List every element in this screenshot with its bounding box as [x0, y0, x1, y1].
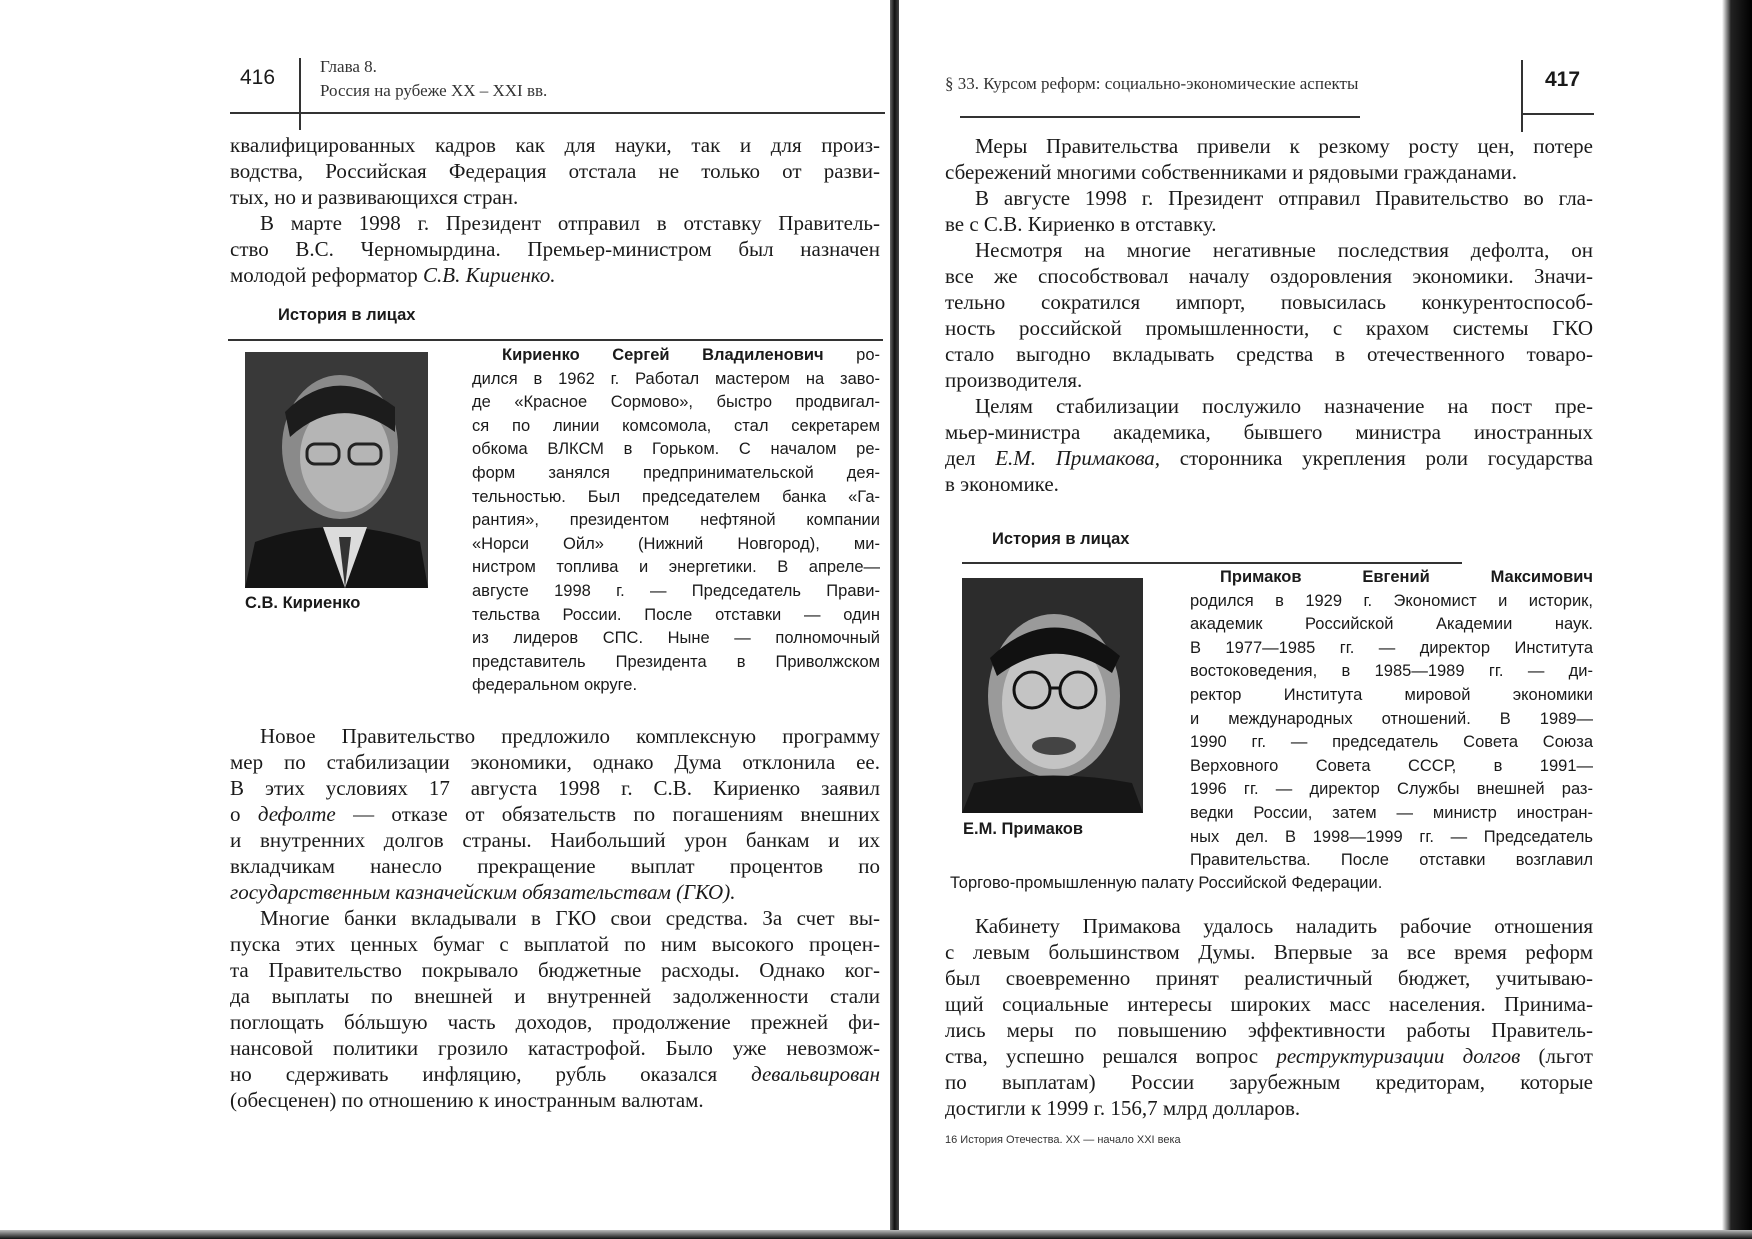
text-line: [230, 775, 880, 801]
text-line: [1190, 849, 1593, 873]
text-line: [472, 651, 880, 675]
text-line: [472, 344, 880, 368]
page-number: 417: [1545, 68, 1581, 91]
text: Новое Правительство предложило комплексную программу: [260, 724, 880, 748]
text-line: [472, 604, 880, 628]
text: Целям стабилизации послужило назначение на пост пре-: [975, 394, 1593, 418]
text: был своевременно принят реалистичный бюджет, учитываю-: [945, 966, 1593, 990]
text-line: [945, 263, 1593, 289]
text-line: [1190, 778, 1593, 802]
text-line: [1190, 826, 1593, 850]
biography-box: [1190, 566, 1593, 873]
text-line: [1190, 660, 1593, 684]
text: мер по стабилизации экономики, однако Дума отклонила ее.: [230, 750, 880, 774]
text-line: [1190, 613, 1593, 637]
text: рантия», президентом нефтяной компании: [472, 511, 880, 530]
text: водства, Российская Федерация отстала не только от разви-: [230, 159, 880, 183]
text: ство В.С. Черномырдина. Премьер-министром был назначен: [230, 237, 880, 261]
paragraph: [472, 344, 880, 698]
text: В этих условиях 17 августа 1998 г. С.В. Кириенко заявил: [230, 776, 880, 800]
text-line: [945, 159, 1593, 185]
header-divider: [1521, 60, 1523, 132]
text: В августе 1998 г. Президент отправил Правительство во гла-: [975, 186, 1593, 210]
text-line: [230, 210, 880, 236]
text-line: [472, 462, 880, 486]
text-line: [230, 1009, 880, 1035]
paragraph: [945, 237, 1593, 393]
text-line: [945, 939, 1593, 965]
text: сторонника укрепления роли государства: [1160, 446, 1593, 470]
text-line: [1190, 802, 1593, 826]
text-line: [230, 236, 880, 262]
body-text-bottom: [230, 723, 880, 1113]
portrait-photo-primakov: [962, 578, 1143, 813]
text-line: [945, 1017, 1593, 1043]
text: поглощать бóльшую часть доходов, продолжение прежней фи-: [230, 1010, 880, 1034]
text: федеральном округе.: [472, 676, 638, 695]
text-line: [230, 723, 880, 749]
text: Многие банки вкладывали в ГКО свои средства. За счет вы-: [260, 906, 880, 930]
text-line: [472, 533, 880, 557]
text: из лидеров СПС. Ныне — полномочный: [472, 629, 880, 648]
text-line: [230, 1087, 880, 1113]
text: ведки России, затем — министр иностран-: [1190, 803, 1593, 822]
text: ства, успешно решался вопрос: [945, 1044, 1277, 1068]
text: производителя.: [945, 368, 1083, 392]
text: родился в 1929 г. Экономист и историк,: [1190, 591, 1593, 610]
header-rule: [960, 116, 1360, 118]
text: тельностью. Был председателем банка «Га-: [472, 487, 880, 506]
text-line: [1190, 566, 1593, 590]
text-line: [230, 184, 880, 210]
biography-box: [472, 344, 880, 698]
text: о: [230, 802, 258, 826]
italic-text: девальвирован: [751, 1062, 880, 1086]
book-spine-shadow: [890, 0, 899, 1239]
text: сбережений многими собственниками и рядовыми гражданами.: [945, 160, 1518, 184]
text-line: [230, 1061, 880, 1087]
text: (обесценен) по отношению к иностранным валютам.: [230, 1088, 704, 1112]
text-line: [945, 991, 1593, 1017]
text-line: [1190, 590, 1593, 614]
paragraph: [945, 913, 1593, 1121]
signature-footer: 16 История Отечества. XX — начало XXI века: [945, 1134, 1181, 1146]
text: Меры Правительства привели к резкому росту цен, потере: [975, 134, 1593, 158]
paragraph: [230, 210, 880, 288]
text-line: [945, 289, 1593, 315]
text-line: [945, 419, 1593, 445]
text: мьер-министра академика, бывшего министра иностранных: [945, 420, 1593, 444]
text: В марте 1998 г. Президент отправил в отставку Правитель-: [260, 211, 880, 235]
italic-text: С.В. Кириенко.: [423, 263, 556, 287]
portrait-photo-kirienko: [245, 352, 428, 588]
text: дел: [945, 446, 996, 470]
text-line: [1190, 731, 1593, 755]
text-line: [230, 132, 880, 158]
body-text-top: [945, 133, 1593, 497]
text-line: [1190, 755, 1593, 779]
text: востоковедения, в 1985—1989 гг. — ди-: [1190, 662, 1593, 681]
text: с левым большинством Думы. Впервые за все время реформ: [945, 940, 1593, 964]
text: да выплаты по внешней и внутренней задолженности стали: [230, 984, 880, 1008]
text-line: [945, 1095, 1593, 1121]
paragraph: [945, 133, 1593, 185]
text: В 1977—1985 гг. — директор Института: [1190, 638, 1593, 657]
paragraph: [230, 132, 880, 210]
text: Верховного Совета СССР, в 1991—: [1190, 756, 1593, 775]
text-line: [472, 556, 880, 580]
header-rule: [230, 112, 885, 114]
text: достигли к 1999 г. 156,7 млрд долларов.: [945, 1096, 1301, 1120]
italic-text: дефолте: [257, 802, 336, 826]
section-rule: [962, 562, 1462, 564]
page-edge-shadow: [1722, 0, 1752, 1239]
text: «Норси Ойл» (Нижний Новгород), ми-: [472, 534, 880, 553]
text: та Правительство покрывало бюджетные расходы. Однако ког-: [230, 958, 880, 982]
italic-text: реструктуризации долгов: [1276, 1044, 1521, 1068]
text-line: [1190, 684, 1593, 708]
text: (льгот: [1520, 1044, 1593, 1068]
header-divider: [299, 58, 301, 130]
photo-caption: Е.М. Примаков: [963, 820, 1084, 838]
text-line: [230, 905, 880, 931]
text-line: [472, 509, 880, 533]
text: академик Российской Академии наук.: [1190, 615, 1593, 634]
text: и международных отношений. В 1989—: [1190, 709, 1593, 728]
bold-text: Примаков Евгений Максимович: [1220, 568, 1593, 586]
text: — отказе от обязательств по погашениям внешних: [335, 802, 880, 826]
text-line: [945, 1043, 1593, 1069]
text: ся по линии комсомола, стал секретарем: [472, 416, 880, 435]
paragraph: [945, 393, 1593, 497]
text: тых, но и развивающихся стран.: [230, 185, 519, 209]
text-line: [230, 801, 880, 827]
text-line: [230, 983, 880, 1009]
text-line: [945, 315, 1593, 341]
text: ве с С.В. Кириенко в отставку.: [945, 212, 1217, 236]
header-title: Россия на рубеже XX – XXI вв.: [320, 81, 548, 100]
text-line: [945, 445, 1593, 471]
text-line: [230, 262, 880, 288]
text-line: [230, 853, 880, 879]
text: дился в 1962 г. Работал мастером на заво-: [472, 369, 880, 388]
header-title: § 33. Курсом реформ: социально-экономические аспекты: [945, 74, 1359, 93]
paragraph: [945, 185, 1593, 237]
text-line: [472, 674, 880, 698]
text: тельно сократился импорт, повысилась конкурентоспособ-: [945, 290, 1593, 314]
section-rule: [228, 339, 883, 341]
text-line: [945, 471, 1593, 497]
text: форм занялся предпринимательской дея-: [472, 463, 880, 482]
section-label: История в лицах: [278, 306, 416, 324]
text-line: [945, 965, 1593, 991]
text: представитель Президента в Приволжском: [472, 652, 880, 671]
bold-text: Кириенко Сергей Владиленович: [502, 346, 824, 364]
text-line: [230, 749, 880, 775]
text-line: [945, 185, 1593, 211]
text: лись меры по повышению эффективности работы Правитель-: [945, 1018, 1593, 1042]
text-line: [945, 237, 1593, 263]
text: щий социальные интересы широких масс населения. Принима-: [945, 992, 1593, 1016]
text-line: [945, 211, 1593, 237]
text: ность российской промышленности, с крахом системы ГКО: [945, 316, 1593, 340]
text: пуска этих ценных бумаг с выплатой по ним высокого процен-: [230, 932, 880, 956]
text-line: [1190, 708, 1593, 732]
text-line: [472, 580, 880, 604]
text-line: [472, 391, 880, 415]
text-line: [945, 341, 1593, 367]
text-line: [945, 913, 1593, 939]
text: все же способствовал началу оздоровления экономики. Значи-: [945, 264, 1593, 288]
italic-text: Е.М. Примакова,: [995, 446, 1161, 470]
text-line: [230, 957, 880, 983]
body-text-top: [230, 132, 880, 288]
text-line: [472, 486, 880, 510]
text: тельства России. После отставки — один: [472, 605, 880, 624]
section-label: История в лицах: [992, 530, 1130, 548]
text: Правительства. После отставки возглавил: [1190, 851, 1593, 870]
body-text-bottom: [945, 913, 1593, 1121]
text-line: [230, 1035, 880, 1061]
italic-text: государственным казначейским обязательствам (ГКО).: [230, 880, 736, 904]
text-line: [472, 438, 880, 462]
text: августе 1998 г. — Председатель Прави-: [472, 581, 880, 600]
header-rule-right: [1522, 113, 1594, 115]
text: де «Красное Сормово», быстро продвигал-: [472, 393, 880, 412]
text-line: [230, 931, 880, 957]
text: Несмотря на многие негативные последствия дефолта, он: [975, 238, 1593, 262]
text-line: [945, 133, 1593, 159]
text: квалифицированных кадров как для науки, так и для произ-: [230, 133, 880, 157]
text: 1990 гг. — председатель Совета Союза: [1190, 733, 1593, 752]
text: ных дел. В 1998—1999 гг. — Председатель: [1190, 827, 1593, 846]
text: ро-: [823, 346, 880, 364]
text: ректор Института мировой экономики: [1190, 685, 1593, 704]
text: Кабинету Примакова удалось наладить рабочие отношения: [975, 914, 1593, 938]
text-line: [945, 1069, 1593, 1095]
text-line: [472, 415, 880, 439]
page-number: 416: [240, 66, 276, 89]
text: нистром топлива и энергетики. В апреле—: [472, 558, 880, 577]
text-line: [230, 158, 880, 184]
text-line: [472, 368, 880, 392]
text: вкладчикам нанесло прекращение выплат процентов по: [230, 854, 880, 878]
text-line: [230, 879, 880, 905]
text: нансовой политики грозило катастрофой. Было уже невозмож-: [230, 1036, 880, 1060]
text-line: [945, 393, 1593, 419]
text: обкома ВЛКСМ в Горьком. С началом ре-: [472, 440, 880, 459]
text: и внутренних долгов страны. Наибольший урон банкам и их: [230, 828, 880, 852]
text-line: [945, 367, 1593, 393]
paragraph: [230, 723, 880, 905]
paragraph: [230, 905, 880, 1113]
header-chapter: Глава 8.: [320, 57, 377, 76]
text: молодой реформатор: [230, 263, 423, 287]
biography-tail: Торгово-промышленную палату Российской Федерации.: [950, 874, 1383, 892]
text: 1996 гг. — директор Службы внешней раз-: [1190, 780, 1593, 799]
text: по выплатам) России зарубежным кредиторам, которые: [945, 1070, 1593, 1094]
text-line: [472, 627, 880, 651]
text: но сдерживать инфляцию, рубль оказался: [230, 1062, 752, 1086]
paragraph: [1190, 566, 1593, 873]
photo-caption: С.В. Кириенко: [245, 594, 361, 612]
text: в экономике.: [945, 472, 1059, 496]
text-line: [230, 827, 880, 853]
bottom-edge-shadow: [0, 1230, 1752, 1239]
text: стало выгодно вкладывать средства в отечественного товаро-: [945, 342, 1593, 366]
text-line: [1190, 637, 1593, 661]
